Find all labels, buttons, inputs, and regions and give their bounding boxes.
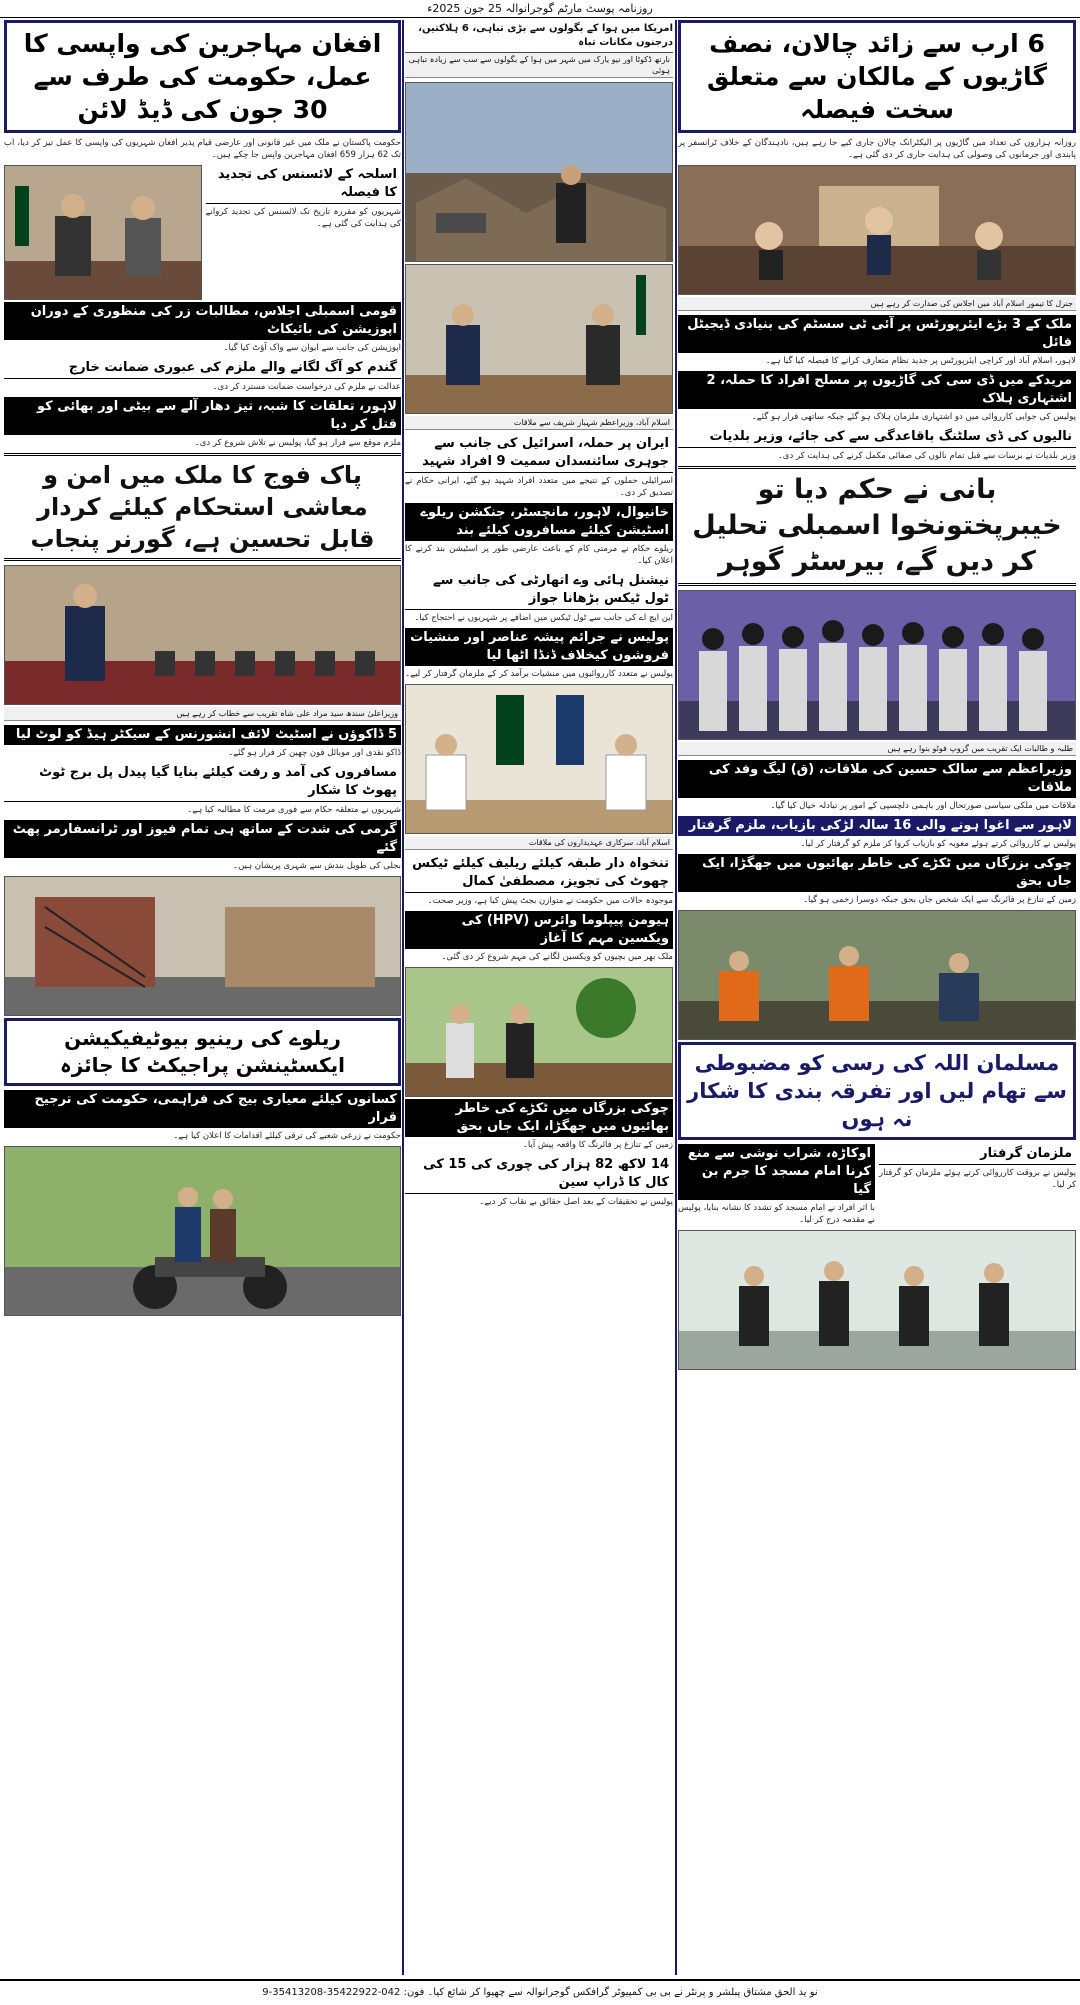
news-story[interactable]: چوکی بزرگاں میں ٹکڑے کی خاطر بھائیوں میں جھگڑا، ایک جاں بحق زمین کے تنازع پر فائرنگ کا واقعہ پیش آیا۔	[405, 1099, 673, 1151]
motorcycle-photo	[5, 1147, 400, 1316]
news-story[interactable]: ملزمان گرفتار پولیس نے بروقت کارروائی کرتے ہوئے ملزمان کو گرفتار کر لیا۔	[879, 1146, 1076, 1190]
lead-story-right: روزانہ ہزاروں کی تعداد میں گاڑیوں پر الیکٹرانک چالان جاری کیے جا رہے ہیں، نادہندگان کے خلاف ٹرانسفر پر پابندی اور جرمانوں کی وصولی کی ہدایت جاری کر دی گئی ہے۔	[678, 138, 1076, 160]
tornado-damage-photo	[406, 83, 672, 262]
ceremony-photo	[679, 1231, 1075, 1370]
news-story[interactable]: 14 لاکھ 82 ہزار کی چوری کی 15 کی کال کا ڈراپ سین پولیس نے تحقیقات کے بعد اصل حقائق بے نقاب کر دیے۔	[405, 1155, 673, 1208]
meeting-photo	[679, 166, 1075, 295]
imprint-footer: نو ید الحق مشتاق پبلشر و پرنٹر نے بی بی کمپیوٹر گرافکس گوجرانوالہ سے چھپوا کر شائع کیا۔ فون: 042-35422922-35413208-9	[0, 1979, 1080, 2005]
banner-headline[interactable]: ریلوے کی رینیو بیوٹیفیکیشن ایکسٹینشن پراجیکٹ کا جائزہ	[4, 1018, 401, 1086]
news-story[interactable]: مریدکے میں ڈی سی کی گاڑیوں پر مسلح افراد کا حملہ، 2 اشتہاری ہلاک پولیس کی جوابی کارروائی میں دو اشتہاری ملزمان ہلاک ہو گئے جبکہ ساتھی فرار ہو گئے۔	[678, 371, 1076, 423]
news-story[interactable]: ملک کے 3 بڑے ایئرپورٹس پر آئی ٹی سسٹم کی بنیادی ڈیجیٹل فائل لاہور، اسلام آباد اور کراچی ایئرپورٹس پر جدید نظام متعارف کرانے کا فیصلہ کیا گیا ہے۔	[678, 315, 1076, 367]
rescue-photo	[679, 911, 1075, 1040]
news-photo	[678, 165, 1076, 295]
news-story[interactable]: امریکا میں ہوا کے بگولوں سے بڑی تباہی، 6 ہلاکتیں، درجنوں مکانات تباہ نارتھ ڈکوٹا اور نیو یارک میں شہر میں ہوا کے بگولوں سے سب سے زیادہ تباہی ہوئی	[405, 20, 673, 78]
news-story[interactable]: ہیومن پیپلوما وائرس (HPV) کی ویکسین مہم کا آغاز ملک بھر میں بچیوں کو ویکسین لگانے کی مہم شروع کر دی گئی۔	[405, 911, 673, 963]
lead-headline-left[interactable]: افغان مہاجرین کی واپسی کا عمل، حکومت کی طرف سے 30 جون کی ڈیڈ لائن	[4, 20, 401, 133]
news-story[interactable]: اوکاڑہ، شراب نوشی سے منع کرنا امام مسجد کا جرم بن گیا با اثر افراد نے امام مسجد کو تشدد کا نشانہ بنایا، پولیس نے مقدمہ درج کر لیا۔	[678, 1146, 875, 1225]
photo-caption: جنرل کا تیمور اسلام آباد میں اجلاس کی صدارت کر رہے ہیں	[678, 297, 1076, 311]
photo-and-story	[4, 165, 401, 302]
news-photo	[4, 165, 202, 300]
news-story[interactable]: 5 ڈاکوؤں نے اسٹیٹ لائف انشورنس کے سیکٹر ہیڈ کو لوٹ لیا ڈاکو نقدی اور موبائل فون چھین کر فرار ہو گئے۔	[4, 725, 401, 759]
news-photo	[4, 876, 401, 1016]
news-story[interactable]: نیشنل ہائی وے اتھارٹی کی جانب سے ٹول ٹیکس بڑھانا جواز این ایچ اے کی جانب سے ٹول ٹیکس میں اضافے پر شہریوں نے احتجاج کیا۔	[405, 571, 673, 624]
banner-headline[interactable]: مسلمان اللہ کی رسی کو مضبوطی سے تھام لیں اور تفرقہ بندی کا شکار نہ ہوں	[678, 1042, 1076, 1140]
banner-headline[interactable]: بانی نے حکم دیا تو خیبرپختونخوا اسمبلی تحلیل کر دیں گے، بیرسٹر گوہر	[678, 466, 1076, 586]
news-story[interactable]: وزیراعظم سے سالک حسین کی ملاقات، (ق) لیگ وفد کی ملاقات ملاقات میں ملکی سیاسی صورتحال اور باہمی دلچسپی کے امور پر تبادلہ خیال کیا گیا۔	[678, 760, 1076, 812]
flag-meeting-photo	[406, 685, 672, 834]
photo-caption: اسلام آباد، وزیراعظم شہباز شریف سے ملاقات	[405, 416, 673, 430]
news-story[interactable]: گندم کو آگ لگانے والے ملزم کی عبوری ضمانت خارج عدالت نے ملزم کی درخواست ضمانت مسترد کر دی۔	[4, 358, 401, 393]
news-story[interactable]: لاہور، تعلقات کا شبہ، تیز دھار آلے سے بیٹی اور بھائی کو قتل کر دیا ملزم موقع سے فرار ہو گیا، پولیس نے تلاش شروع کر دی۔	[4, 397, 401, 449]
news-story[interactable]: مسافروں کی آمد و رفت کیلئے بنایا گیا پیدل پل برج ٹوٹ پھوٹ کا شکار شہریوں نے متعلقہ حکام سے فوری مرمت کا مطالبہ کیا ہے۔	[4, 763, 401, 816]
bottom-stories	[678, 1144, 1076, 1230]
news-story[interactable]: تنخواہ دار طبقہ کیلئے ریلیف کیلئے ٹیکس چھوٹ کی تجویز، مصطفیٰ کمال موجودہ حالات میں حکومت نے متوازن بجٹ پیش کیا ہے، وزیر صحت۔	[405, 854, 673, 907]
news-story[interactable]: لاہور سے اغوا ہونے والی 16 سالہ لڑکی بازیاب، ملزم گرفتار پولیس نے کارروائی کرتے ہوئے مغویہ کو بازیاب کروا کر ملزم کو گرفتار کر لیا۔	[678, 816, 1076, 850]
right-column	[678, 20, 1076, 1975]
plantation-photo	[406, 968, 672, 1097]
news-photo	[678, 910, 1076, 1040]
news-photo	[678, 590, 1076, 740]
address-photo	[5, 566, 400, 705]
news-photo	[678, 1230, 1076, 1370]
photo-caption: اسلام آباد، سرکاری عہدیداروں کی ملاقات	[405, 836, 673, 850]
news-story[interactable]: چوکی بزرگاں میں ٹکڑے کی خاطر بھائیوں میں جھگڑا، ایک جاں بحق زمین کے تنازع پر فائرنگ سے ایک شخص جاں بحق جبکہ دوسرا زخمی ہو گیا۔	[678, 854, 1076, 906]
photo-caption: وزیراعلیٰ سندھ سید مراد علی شاہ تقریب سے خطاب کر رہے ہیں	[4, 707, 401, 721]
news-story[interactable]: اسلحہ کے لائسنس کی تجدید کا فیصلہ شہریوں کو مقررہ تاریخ تک لائسنس کی تجدید کروانے کی ہدایت کی گئی ہے۔	[205, 167, 401, 229]
group-photo	[679, 591, 1075, 740]
news-photo	[405, 82, 673, 262]
left-column	[4, 20, 401, 1975]
news-photo	[405, 684, 673, 834]
news-story[interactable]: خانیوال، لاہور، مانچسٹر، جنکشن ریلوے اسٹیشن کیلئے مسافروں کیلئے بند ریلوے حکام نے مرمتی کام کے باعث عارضی طور پر اسٹیشن بند کرنے کا اعلان کیا۔	[405, 505, 673, 566]
press-conference-photo	[5, 166, 201, 300]
news-story[interactable]: قومی اسمبلی اجلاس، مطالبات زر کی منظوری کے دوران اپوزیشن کی بائیکاٹ اپوزیشن کی جانب سے ایوان سے واک آؤٹ کیا گیا۔	[4, 302, 401, 354]
news-photo	[405, 264, 673, 414]
column-divider	[675, 20, 677, 1975]
middle-column	[405, 20, 673, 1975]
banner-headline[interactable]: پاک فوج کا ملک میں امن و معاشی استحکام کیلئے کردار قابل تحسین ہے، گورنر پنجاب	[4, 453, 401, 561]
footbridge-photo	[5, 877, 400, 1016]
masthead: روزنامہ پوسٹ مارٹم گوجرانوالہ 25 جون 2025ء	[0, 0, 1080, 18]
news-story[interactable]: گرمی کی شدت کے ساتھ ہی تمام فیوز اور ٹرانسفارمر پھٹ گئے بجلی کی طویل بندش سے شہری پریشان ہیں۔	[4, 820, 401, 872]
lead-story-left: حکومت پاکستان نے ملک میں غیر قانونی اور عارضی قیام پذیر افغان شہریوں کی واپسی کا عمل تیز کر دیا، اب تک 62 ہزار 659 افغان مہاجرین واپس جا چکے ہیں۔	[4, 138, 401, 160]
column-divider	[402, 20, 404, 1975]
news-story[interactable]: ایران پر حملہ، اسرائیل کی جانب سے جوہری سائنسدان سمیت 9 افراد شہید اسرائیلی حملوں کے نتیجے میں متعدد افراد شہید ہو گئے، ایرانی حکام نے تصدیق کر دی۔	[405, 436, 673, 498]
news-photo	[4, 565, 401, 705]
photo-caption: طلبہ و طالبات ایک تقریب میں گروپ فوٹو بنوا رہے ہیں	[678, 742, 1076, 756]
news-story[interactable]: نالیوں کی ڈی سلٹنگ باقاعدگی سے کی جائے، وزیر بلدیات وزیر بلدیات نے برسات سے قبل تمام نالوں کی صفائی مکمل کرنے کی ہدایت کر دی۔	[678, 427, 1076, 462]
news-story[interactable]: پولیس نے جرائم پیشہ عناصر اور منشیات فروشوں کیخلاف ڈنڈا اٹھا لیا پولیس نے متعدد کارروائیوں میں منشیات برآمد کر کے ملزمان گرفتار کر لیے۔	[405, 630, 673, 679]
official-meeting-photo	[406, 265, 672, 414]
news-photo	[4, 1146, 401, 1316]
news-story[interactable]: کسانوں کیلئے معیاری بیج کی فراہمی، حکومت کی ترجیح قرار حکومت نے زرعی شعبے کی ترقی کیلئے اقدامات کا اعلان کیا ہے۔	[4, 1090, 401, 1142]
lead-headline-right[interactable]: 6 ارب سے زائد چالان، نصف گاڑیوں کے مالکان سے متعلق سخت فیصلہ	[678, 20, 1076, 133]
news-photo	[405, 967, 673, 1097]
